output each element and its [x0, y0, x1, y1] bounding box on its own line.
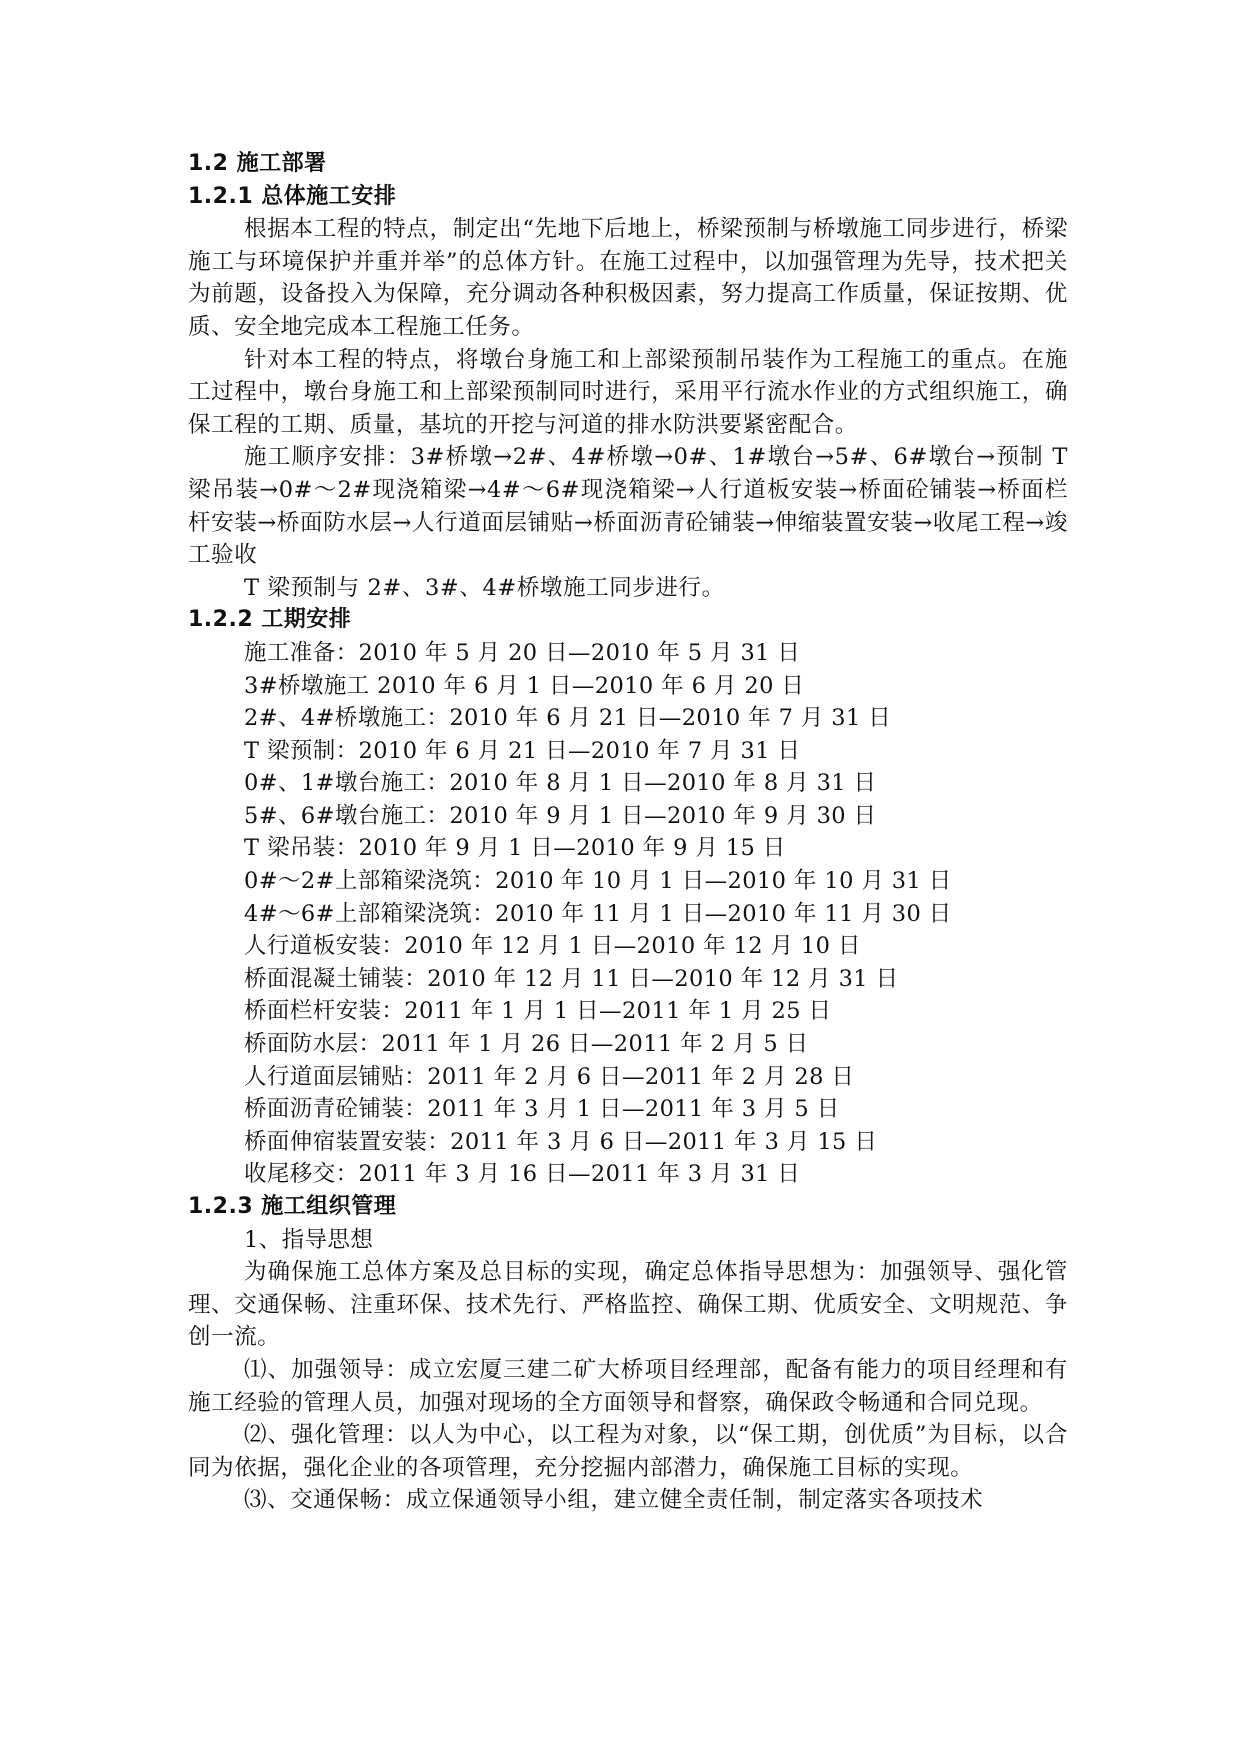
heading-1-2-1: 1.2.1 总体施工安排 [188, 183, 397, 209]
schedule-item: 人行道面层铺贴：2011 年 2 月 6 日—2011 年 2 月 28 日 [244, 1063, 855, 1090]
schedule-item: 桥面沥青砼铺装：2011 年 3 月 1 日—2011 年 3 月 5 日 [244, 1096, 840, 1123]
schedule-item: 桥面防水层：2011 年 1 月 26 日—2011 年 2 月 5 日 [244, 1031, 809, 1058]
paragraph-key-points: 针对本工程的特点，将墩台身施工和上部梁预制吊装作为工程施工的重点。在施工过程中，墩台身施工和上部梁预制同时进行，采用平行流水作业的方式组织施工，确保工程的工期、质量，基坑的开挖与河道的排水防洪要紧密配合。 [188, 346, 1068, 438]
schedule-item: 3#桥墩施工 2010 年 6 月 1 日—2010 年 6 月 20 日 [244, 672, 805, 699]
heading-1-2: 1.2 施工部署 [188, 151, 327, 176]
schedule-item: 5#、6#墩台施工：2010 年 9 月 1 日—2010 年 9 月 30 日 [244, 802, 877, 829]
paragraph-guiding-ideology: 为确保施工总体方案及总目标的实现，确定总体指导思想为：加强领导、强化管理、交通保畅、注重环保、技术先行、严格监控、确保工期、优质安全、文明规范、争创一流。 [188, 1259, 1068, 1351]
schedule-item: 2#、4#桥墩施工：2010 年 6 月 21 日—2010 年 7 月 31 日 [244, 705, 892, 732]
paragraph-strengthen-management: ⑵、强化管理：以人为中心，以工程为对象，以“保工期，创优质”为目标，以合同为依据，强化企业的各项管理，充分挖掘内部潜力，确保施工目标的实现。 [188, 1422, 1068, 1481]
paragraph-construction-sequence: 施工顺序安排：3#桥墩→2#、4#桥墩→0#、1#墩台→5#、6#墩台→预制 T 梁吊装→0#～2#现浇箱梁→4#～6#现浇箱梁→人行道板安装→桥面砼铺装→桥面栏杆安装→桥面防水层→人行道面层铺贴→桥面沥青砼铺装→伸缩装置安装→收尾工程→竣工验收 [188, 444, 1068, 569]
schedule-item: 0#～2#上部箱梁浇筑：2010 年 10 月 1 日—2010 年 10 月 31 日 [244, 868, 952, 895]
schedule-item: 桥面栏杆安装：2011 年 1 月 1 日—2011 年 1 月 25 日 [244, 998, 832, 1025]
schedule-item: 4#～6#上部箱梁浇筑：2010 年 11 月 1 日—2010 年 11 月 30 日 [244, 900, 952, 927]
heading-1-2-3: 1.2.3 施工组织管理 [188, 1194, 397, 1219]
schedule-item: 收尾移交：2011 年 3 月 16 日—2011 年 3 月 31 日 [244, 1161, 801, 1188]
paragraph-traffic-assurance: ⑶、交通保畅：成立保通领导小组，建立健全责任制，制定落实各项技术 [244, 1487, 984, 1514]
schedule-list [188, 637, 1068, 1191]
paragraph-overall-policy: 根据本工程的特点，制定出“先地下后地上，桥梁预制与桥墩施工同步进行，桥梁施工与环境保护并重并举”的总体方针。在施工过程中，以加强管理为先导，技术把关为前题，设备投入为保障，充分调动各种积极因素，努力提高工作质量，保证按期、优质、安全地完成本工程施工任务。 [188, 216, 1068, 340]
paragraph-strengthen-leadership: ⑴、加强领导：成立宏厦三建二矿大桥项目经理部，配备有能力的项目经理和有施工经验的管理人员，加强对现场的全方面领导和督察，确保政令畅通和合同兑现。 [188, 1356, 1068, 1416]
heading-1-2-2: 1.2.2 工期安排 [188, 607, 352, 633]
schedule-item: 施工准备：2010 年 5 月 20 日—2010 年 5 月 31 日 [244, 639, 801, 666]
paragraph-t-beam-sync: T 梁预制与 2#、3#、4#桥墩施工同步进行。 [244, 574, 725, 601]
schedule-item: T 梁预制：2010 年 6 月 21 日—2010 年 7 月 31 日 [244, 737, 801, 764]
document-body [188, 148, 1068, 1517]
schedule-item: 人行道板安装：2010 年 12 月 1 日—2010 年 12 月 10 日 [244, 933, 861, 960]
subheading-guiding-ideology: 1、指导思想 [244, 1226, 374, 1253]
schedule-item: 桥面混凝土铺装：2010 年 12 月 11 日—2010 年 12 月 31 日 [244, 965, 899, 992]
schedule-item: T 梁吊装：2010 年 9 月 1 日—2010 年 9 月 15 日 [244, 835, 786, 862]
schedule-item: 0#、1#墩台施工：2010 年 8 月 1 日—2010 年 8 月 31 日 [244, 770, 877, 797]
schedule-item: 桥面伸宿装置安装：2011 年 3 月 6 日—2011 年 3 月 15 日 [244, 1128, 878, 1155]
